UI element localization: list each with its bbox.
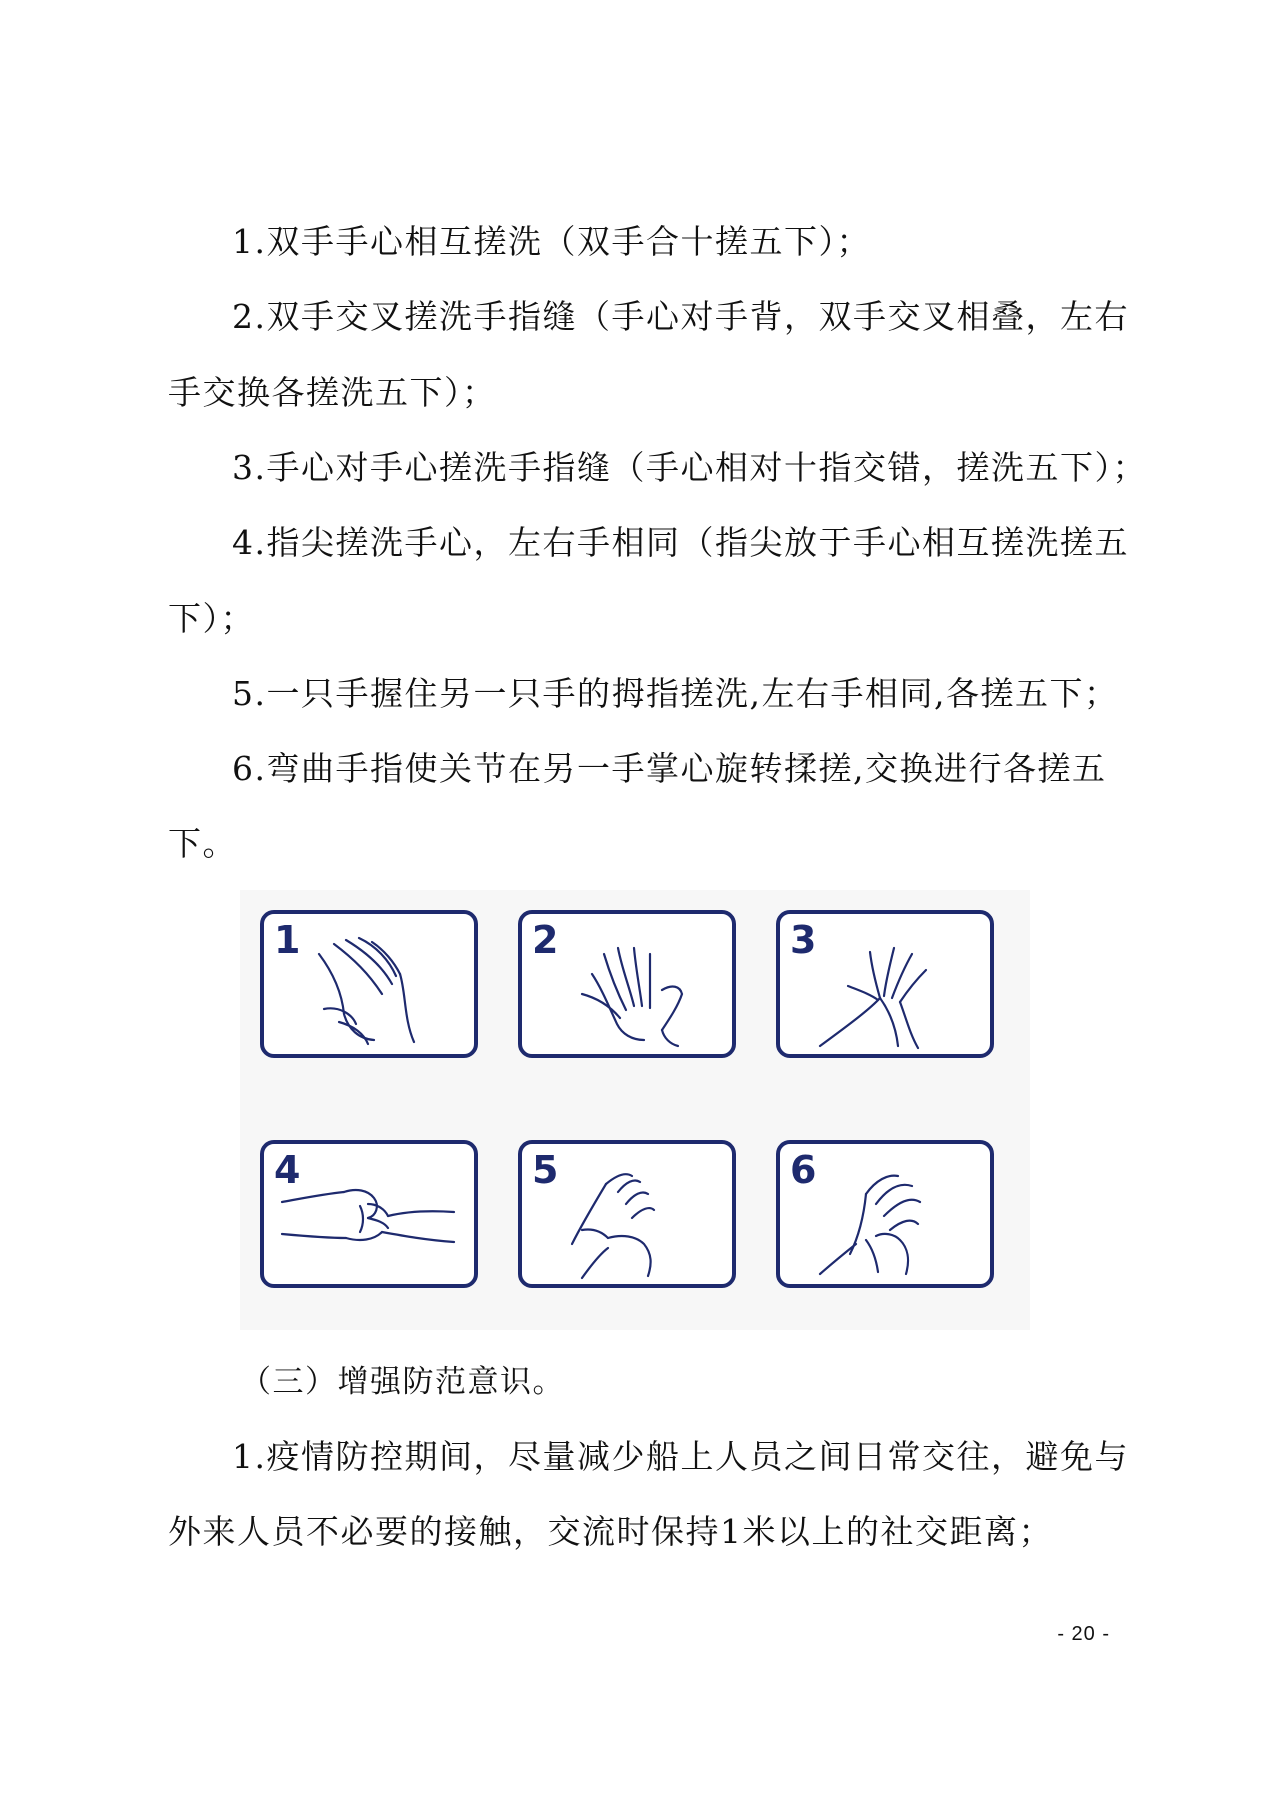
step-number: 1	[274, 918, 301, 962]
step-number: 2	[532, 918, 559, 962]
step-panel-1	[260, 910, 478, 1058]
handwashing-steps-figure	[240, 890, 1030, 1330]
page-number: - 20 -	[1057, 1623, 1110, 1645]
paragraph-line: 1.双手手心相互搓洗（双手合十搓五下）；	[232, 222, 871, 261]
paragraph-line: 1.疫情防控期间，尽量减少船上人员之间日常交往，避免与	[232, 1437, 1129, 1476]
paragraph-line: 2.双手交叉搓洗手指缝（手心对手背，双手交叉相叠，左右	[232, 297, 1129, 336]
step-panel-2	[518, 910, 736, 1058]
step-panel-4	[260, 1140, 478, 1288]
paragraph-line: 手交换各搓洗五下）；	[168, 373, 497, 412]
step-number: 6	[790, 1148, 817, 1192]
paragraph-line: 6.弯曲手指使关节在另一手掌心旋转揉搓,交换进行各搓五	[232, 749, 1107, 788]
section-heading: （三）增强防范意识。	[240, 1364, 565, 1400]
step-panel-3	[776, 910, 994, 1058]
paragraph-line: 下）；	[168, 599, 255, 638]
paragraph-line: 5.一只手握住另一只手的拇指搓洗,左右手相同,各搓五下；	[232, 674, 1119, 713]
step-panel-5	[518, 1140, 736, 1288]
paragraph-line: 外来人员不必要的接触，交流时保持1米以上的社交距离；	[168, 1512, 1053, 1551]
step-number: 4	[274, 1148, 301, 1192]
step-panel-6	[776, 1140, 994, 1288]
paragraph-line: 4.指尖搓洗手心，左右手相同（指尖放于手心相互搓洗搓五	[232, 523, 1129, 562]
paragraph-line: 3.手心对手心搓洗手指缝（手心相对十指交错，搓洗五下）；	[232, 448, 1147, 487]
step-number: 3	[790, 918, 817, 962]
paragraph-line: 下。	[168, 824, 237, 863]
step-number: 5	[532, 1148, 559, 1192]
